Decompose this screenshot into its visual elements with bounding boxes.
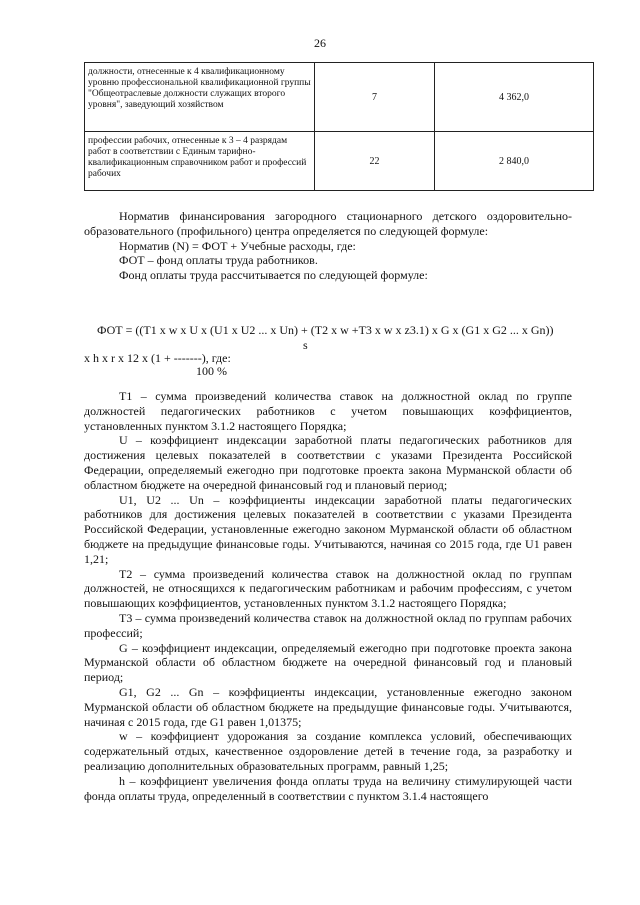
table-cell-position: профессии рабочих, отнесенные к 3 – 4 разрядам работ в соответствии с Единым тарифно-квалификационным справочником работ и профессий рабочих (85, 132, 315, 191)
definitions-list (84, 389, 572, 803)
table-cell-salary: 2 840,0 (435, 132, 594, 191)
table-row (85, 132, 594, 191)
definition-t1: T1 – сумма произведений количества ставок на должностной оклад по группе должностей педагогических работников с учетом повышающих коэффициентов, установленных пунктом 3.1.2 настоящего Порядка; (84, 389, 572, 433)
fot-definition: ФОТ – фонд оплаты труда работников. (119, 253, 318, 268)
table-cell-count: 22 (315, 132, 435, 191)
definition-g1-gn: G1, G2 ... Gn – коэффициенты индексации, установленные ежегодно законом Мурманской области об областном бюджете на предыдущие финансовые годы. Учитываются, начиная с 2015 года, где G1 равен 1,01375; (84, 684, 572, 729)
intro-text (84, 209, 572, 283)
definition-u: U – коэффициент индексации заработной платы педагогических работников для достижения целевых показателей в соответствии с указами Президента Российской Федерации, определяемый ежегодно при подготовке проекта закона Мурманской области об областном бюджете на очередной финансовый год и плановый период; (84, 433, 572, 492)
formula-line-4: 100 % (196, 364, 227, 378)
formula-line-3: x h x r x 12 x (1 + -------), где: (84, 351, 231, 365)
formula-line-1: ФОТ = ((T1 x w x U x (U1 x U2 ... x Un) + (T2 x w +T3 x w x z3.1) x G x (G1 x G2 ... x Gn)) (97, 323, 554, 337)
page-number: 26 (314, 36, 326, 50)
norm-definition: Норматив (N) = ФОТ + Учебные расходы, где: (119, 238, 356, 253)
definition-g: G – коэффициент индексации, определяемый ежегодно при подготовке проекта закона Мурманской области об областном бюджете на очередной финансовый год и плановый период; (84, 640, 572, 685)
table-cell-salary: 4 362,0 (435, 63, 594, 132)
staff-table (84, 62, 594, 191)
formula-line-2: s (303, 338, 308, 352)
definition-t2: T2 – сумма произведений количества ставок на должностной оклад по группам должностей, не относящихся к педагогическим работникам и рабочим профессиям, с учетом повышающих коэффициентов, установленных пунктом 3.1.2 настоящего Порядка; (84, 566, 572, 611)
table-cell-count: 7 (315, 63, 435, 132)
table-row (85, 63, 594, 132)
fot-intro: Фонд оплаты труда рассчитывается по следующей формуле: (119, 268, 428, 283)
definition-h: h – коэффициент увеличения фонда оплаты труда на величину стимулирующей части фонда оплаты труда, определенный в соответствии с пунктом 3.1.4 настоящего (84, 773, 572, 803)
definition-w: w – коэффициент удорожания за создание комплекса условий, обеспечивающих содержательный отдых, качественное оздоровление детей в течение года, за разработку и реализацию дополнительных образовательных программ, равный 1,25; (84, 729, 572, 773)
intro-paragraph: Норматив финансирования загородного стационарного детского оздоровительно-образовательного (профильного) центра определяется по следующей формуле: (84, 209, 572, 238)
definition-t3: T3 – сумма произведений количества ставок на должностной оклад по группам рабочих профессий; (84, 610, 572, 640)
definition-u1-un: U1, U2 ... Un – коэффициенты индексации заработной платы педагогических работников для достижения целевых показателей в соответствии с указами Президента Российской Федерации, установленные ежегодно законом Мурманской области об областном бюджете на предыдущие финансовые годы. Учитываются, начиная со 2015 года, где U1 равен 1,21; (84, 492, 572, 566)
table-cell-position: должности, отнесенные к 4 квалификационному уровню профессиональной квалификационной группы "Общеотраслевые должности служащих второго уровня", заведующий хозяйством (85, 63, 315, 132)
